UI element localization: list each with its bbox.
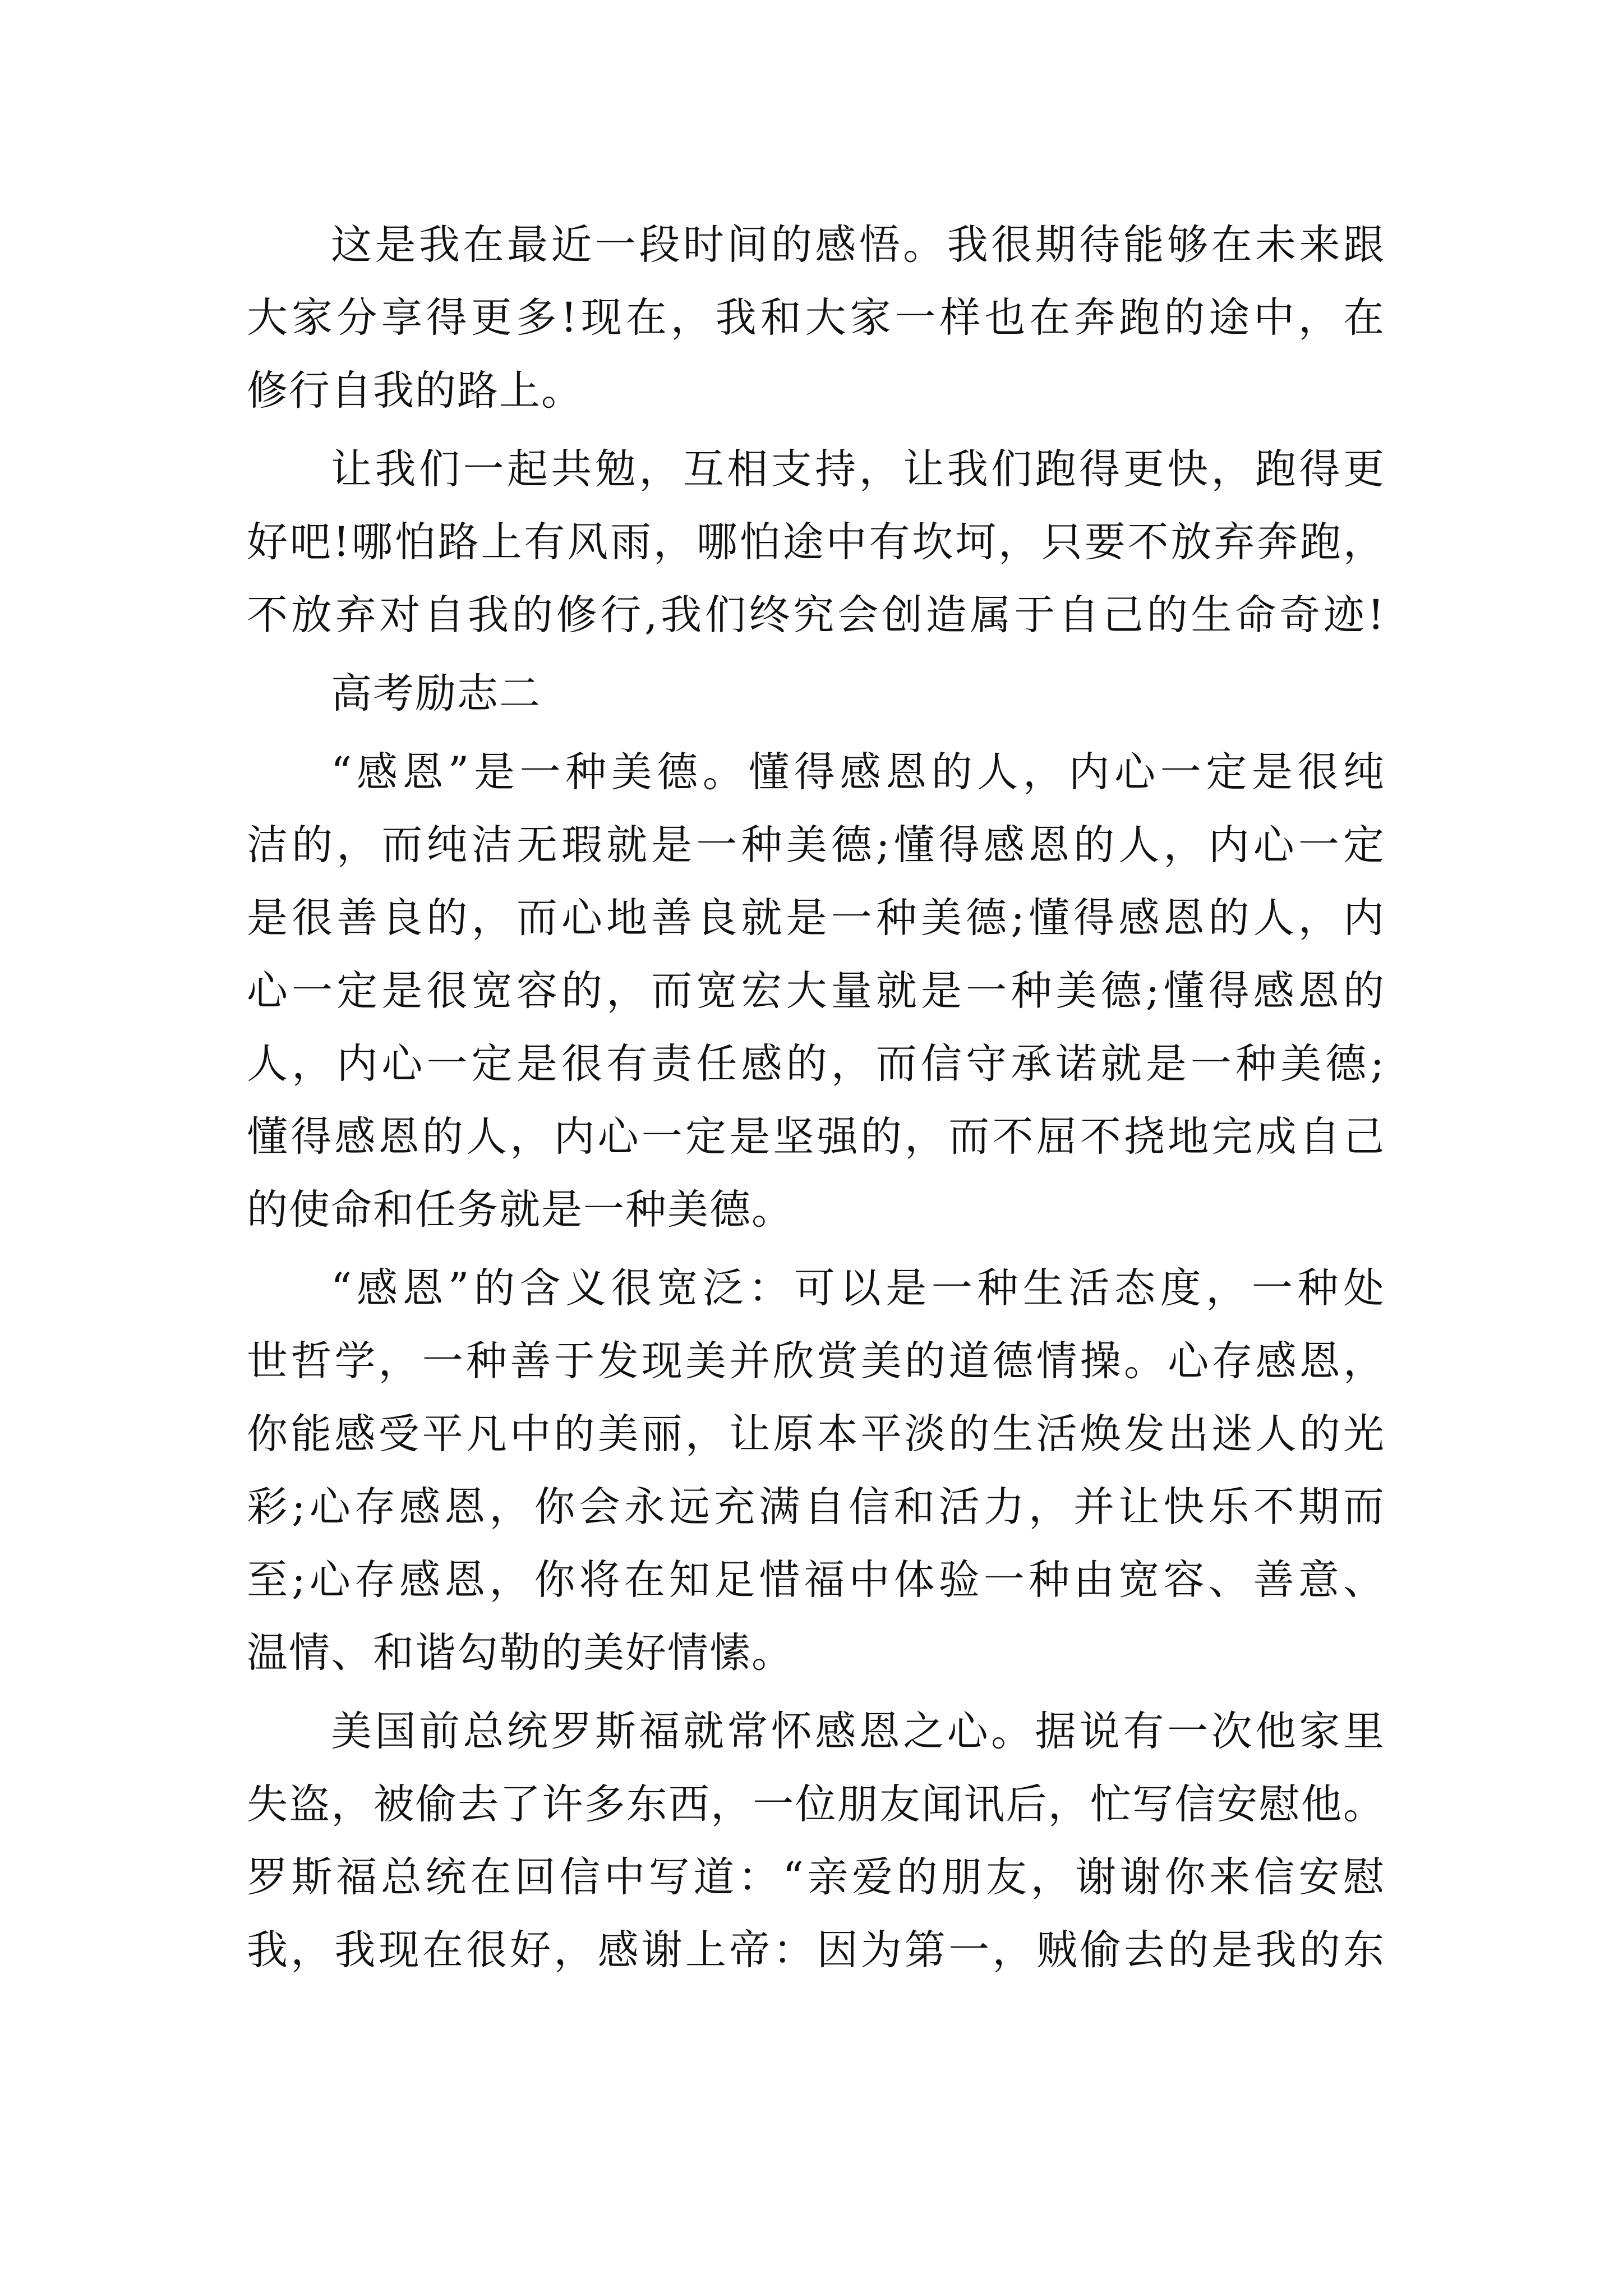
text-line: 不放弃对自我的修行,我们终究会创造属于自己的生命奇迹!: [247, 591, 1385, 639]
document-body: [247, 0, 1391, 2296]
text-line: 心一定是很宽容的，而宽宏大量就是一种美德;懂得感恩的: [247, 967, 1385, 1015]
text-line: “感恩”的含义很宽泛：可以是一种生活态度，一种处: [331, 1264, 1385, 1312]
text-line: 美国前总统罗斯福就常怀感恩之心。据说有一次他家里: [331, 1708, 1385, 1755]
text-line: “感恩”是一种美德。懂得感恩的人，内心一定是很纯: [331, 748, 1385, 796]
text-line: 彩;心存感恩，你会永远充满自信和活力，并让快乐不期而: [247, 1483, 1385, 1531]
text-line: 温情、和谐勾勒的美好情愫。: [247, 1629, 794, 1677]
text-line: 大家分享得更多!现在，我和大家一样也在奔跑的途中，在: [247, 294, 1385, 342]
text-line: 你能感受平凡中的美丽，让原本平淡的生活焕发出迷人的光: [247, 1410, 1385, 1458]
text-line: 好吧!哪怕路上有风雨，哪怕途中有坎坷，只要不放弃奔跑，: [247, 518, 1385, 566]
text-line: 世哲学，一种善于发现美并欣赏美的道德情操。心存感恩，: [247, 1337, 1385, 1385]
text-line: 洁的，而纯洁无瑕就是一种美德;懂得感恩的人，内心一定: [247, 821, 1385, 869]
text-line: 这是我在最近一段时间的感悟。我很期待能够在未来跟: [331, 221, 1385, 269]
text-line: 失盗，被偷去了许多东西，一位朋友闻讯后，忙写信安慰他。: [247, 1780, 1385, 1828]
text-line: 至;心存感恩，你将在知足惜福中体验一种由宽容、善意、: [247, 1556, 1385, 1604]
text-line: 我，我现在很好，感谢上帝：因为第一，贼偷去的是我的东: [247, 1926, 1385, 1974]
section-heading: 高考励志二: [331, 670, 541, 717]
text-line: 修行自我的路上。: [247, 367, 583, 415]
text-line: 人，内心一定是很有责任感的，而信守承诺就是一种美德;: [247, 1040, 1385, 1088]
text-line: 懂得感恩的人，内心一定是坚强的，而不屈不挠地完成自己: [247, 1113, 1385, 1161]
text-line: 的使命和任务就是一种美德。: [247, 1186, 794, 1234]
text-line: 让我们一起共勉，互相支持，让我们跑得更快，跑得更: [331, 445, 1385, 493]
text-line: 是很善良的，而心地善良就是一种美德;懂得感恩的人，内: [247, 894, 1385, 942]
text-line: 罗斯福总统在回信中写道：“亲爱的朋友，谢谢你来信安慰: [247, 1853, 1385, 1901]
